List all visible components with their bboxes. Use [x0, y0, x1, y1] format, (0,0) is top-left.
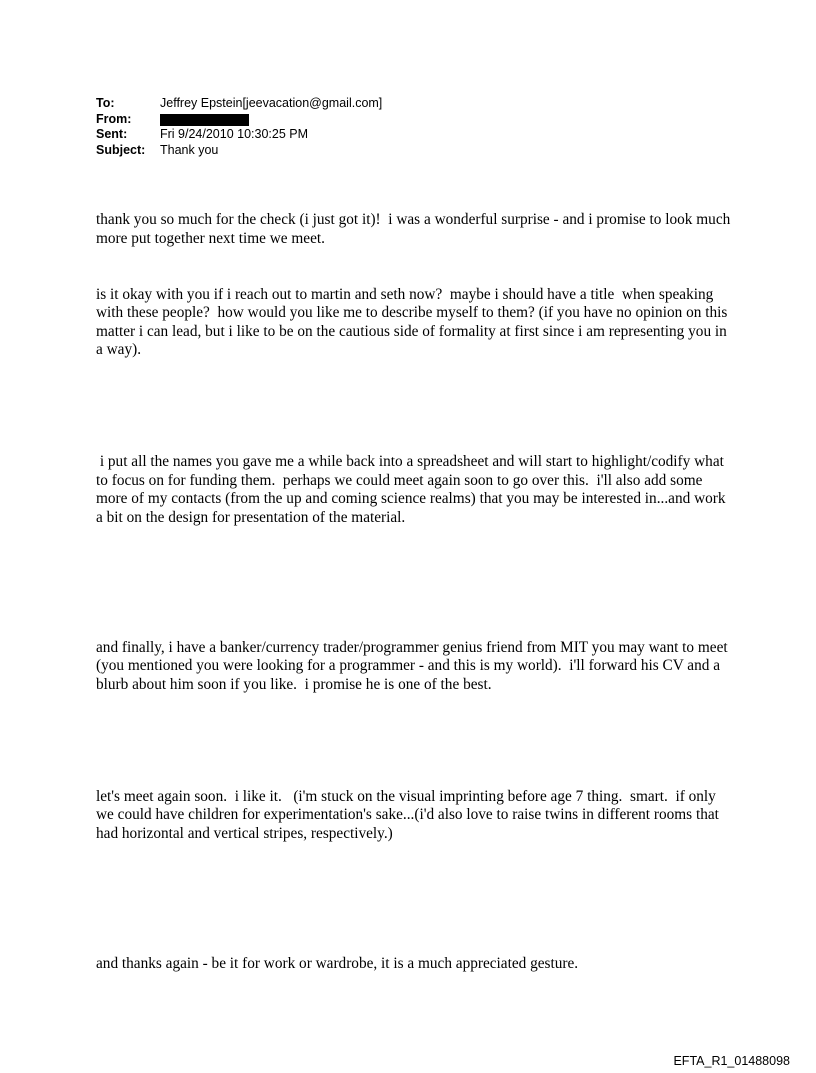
body-paragraph-2: is it okay with you if i reach out to martin and seth now? maybe i should have a title when speaking with these people? how would you like me to describe myself to them? (if you have no opinion on this matter i can lead, but i like to be on the cautious side of formality at first since i am representing you in a way).: [96, 285, 732, 359]
sent-value: Fri 9/24/2010 10:30:25 PM: [160, 127, 309, 141]
to-value: Jeffrey Epstein[jeevacation@gmail.com]: [160, 96, 383, 110]
paragraph-spacer: [96, 732, 736, 751]
document-id: EFTA_R1_01488098: [673, 1054, 790, 1068]
subject-label: Subject:: [96, 142, 146, 157]
email-header: [96, 96, 382, 158]
sent-label: Sent:: [96, 127, 128, 141]
sent-row: [96, 127, 382, 143]
body-paragraph-3: i put all the names you gave me a while back into a spreadsheet and will start to highlight/codify what to focus on for funding them. perhaps we could meet again soon to go over this. i'll also add some more of my contacts (from the up and coming science realms) that you may be interested in...and work a bit on the design for presentation of the material.: [96, 452, 730, 526]
redaction-box: [160, 114, 249, 126]
body-paragraph-1: thank you so much for the check (i just got it)! i was a wonderful surprise - and i promise to look much more put together next time we meet.: [96, 211, 735, 247]
paragraph-spacer: [96, 564, 736, 601]
to-label: To:: [96, 96, 115, 110]
subject-row: [96, 143, 382, 159]
body-paragraph-5: let's meet again soon. i like it. (i'm stuck on the visual imprinting before age 7 thing. smart. if only we could have children for experimentation's sake...(i'd also love to raise twins in different rooms that had horizontal and vertical stripes, respectively.): [96, 787, 723, 842]
to-row: [96, 96, 382, 112]
paragraph-spacer: [96, 881, 736, 918]
from-row: [96, 112, 382, 128]
email-body: [96, 174, 736, 992]
body-paragraph-4: and finally, i have a banker/currency trader/programmer genius friend from MIT you may want to meet (you mentioned you were looking for a programmer - and this is my world). i'll forward his CV and a blurb about him soon if you like. i promise he is one of the best.: [96, 638, 732, 694]
paragraph-spacer: [96, 397, 736, 416]
body-paragraph-6: and thanks again - be it for work or wardrobe, it is a much appreciated gesture.: [96, 954, 579, 972]
subject-value: Thank you: [160, 142, 219, 157]
from-label: From:: [96, 111, 132, 126]
